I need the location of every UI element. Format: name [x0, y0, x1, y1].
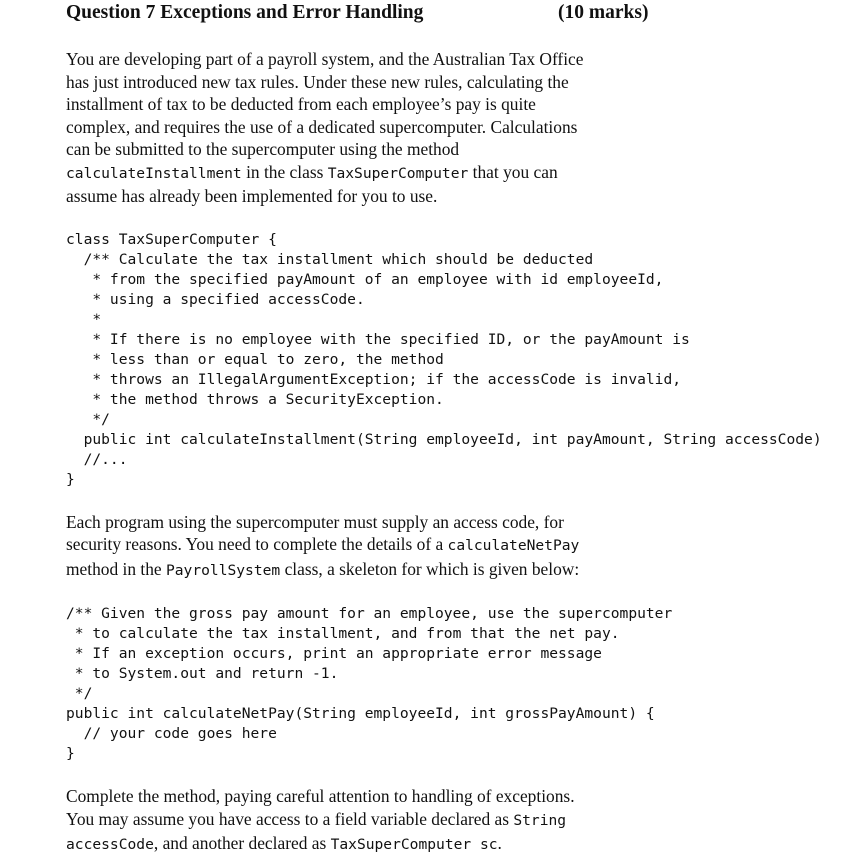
intro-line: calculateInstallment in the class TaxSuperComputer that you can: [66, 161, 558, 182]
code-line: */: [66, 685, 93, 702]
question-title: Question 7 Exceptions and Error Handling: [66, 2, 424, 23]
code-line: // your code goes here: [66, 725, 277, 742]
intro-line: You are developing part of a payroll system, and the Australian Tax Office: [66, 49, 584, 69]
intro-line: installment of tax to be deducted from each employee’s pay is quite: [66, 94, 536, 114]
intro-line: complex, and requires the use of a dedicated supercomputer. Calculations: [66, 116, 578, 137]
code-line: *: [66, 310, 102, 328]
code-line: }: [66, 470, 75, 488]
inline-code-class: TaxSuperComputer: [327, 164, 469, 182]
middle-paragraph: [66, 511, 836, 583]
code-block-calculatenetpay: [66, 604, 836, 764]
code-line: */: [66, 410, 110, 428]
code-line: * throws an IllegalArgumentException; if the accessCode is invalid,: [66, 370, 682, 388]
code-line: public int calculateNetPay(String employeeId, int grossPayAmount) {: [66, 705, 655, 722]
code-line: * from the specified payAmount of an employee with id employeeId,: [66, 270, 664, 288]
closing-line: Complete the method, paying careful attention to handling of exceptions.: [66, 786, 575, 806]
inline-code-class: PayrollSystem: [165, 561, 281, 579]
code-line: }: [66, 745, 75, 762]
intro-line: assume has already been implemented for you to use.: [66, 186, 438, 206]
code-line: * using a specified accessCode.: [66, 290, 365, 308]
code-block-taxsupercomputer: [66, 230, 836, 490]
inline-code-field: accessCode: [66, 836, 154, 853]
code-line: * less than or equal to zero, the method: [66, 350, 444, 368]
code-line: * If an exception occurs, print an appropriate error message: [66, 645, 602, 662]
intro-line: has just introduced new tax rules. Under these new rules, calculating the: [66, 71, 569, 92]
closing-line: You may assume you have access to a field variable declared as String: [66, 808, 567, 829]
intro-line: can be submitted to the supercomputer using the method: [66, 139, 460, 159]
question-page: [66, 0, 836, 857]
question-marks: (10 marks): [558, 2, 649, 23]
code-line: * If there is no employee with the specified ID, or the payAmount is: [66, 330, 690, 348]
closing-paragraph: [66, 785, 836, 857]
code-line: //...: [66, 450, 128, 468]
inline-code-type: String: [513, 811, 567, 829]
code-line: class TaxSuperComputer {: [66, 230, 277, 248]
question-heading: [66, 1, 836, 31]
middle-line: Each program using the supercomputer must supply an access code, for: [66, 511, 564, 532]
code-line: * to System.out and return -1.: [66, 665, 339, 682]
code-line: public int calculateInstallment(String employeeId, int payAmount, String accessCode): [66, 430, 822, 448]
code-line: /** Given the gross pay amount for an employee, use the supercomputer: [66, 605, 673, 622]
middle-line: method in the PayrollSystem class, a skeleton for which is given below:: [66, 558, 580, 579]
code-line: * the method throws a SecurityException.: [66, 390, 444, 408]
code-line: /** Calculate the tax installment which should be deducted: [66, 250, 594, 268]
inline-code-method: calculateNetPay: [447, 537, 580, 554]
inline-code-field: TaxSuperComputer sc: [330, 836, 498, 853]
closing-line: accessCode, and another declared as TaxSuperComputer sc.: [66, 833, 502, 853]
middle-line: security reasons. You need to complete the details of a calculateNetPay: [66, 534, 580, 554]
code-line: * to calculate the tax installment, and from that the net pay.: [66, 625, 620, 642]
inline-code-method: calculateInstallment: [66, 164, 242, 182]
intro-paragraph: [66, 48, 836, 208]
